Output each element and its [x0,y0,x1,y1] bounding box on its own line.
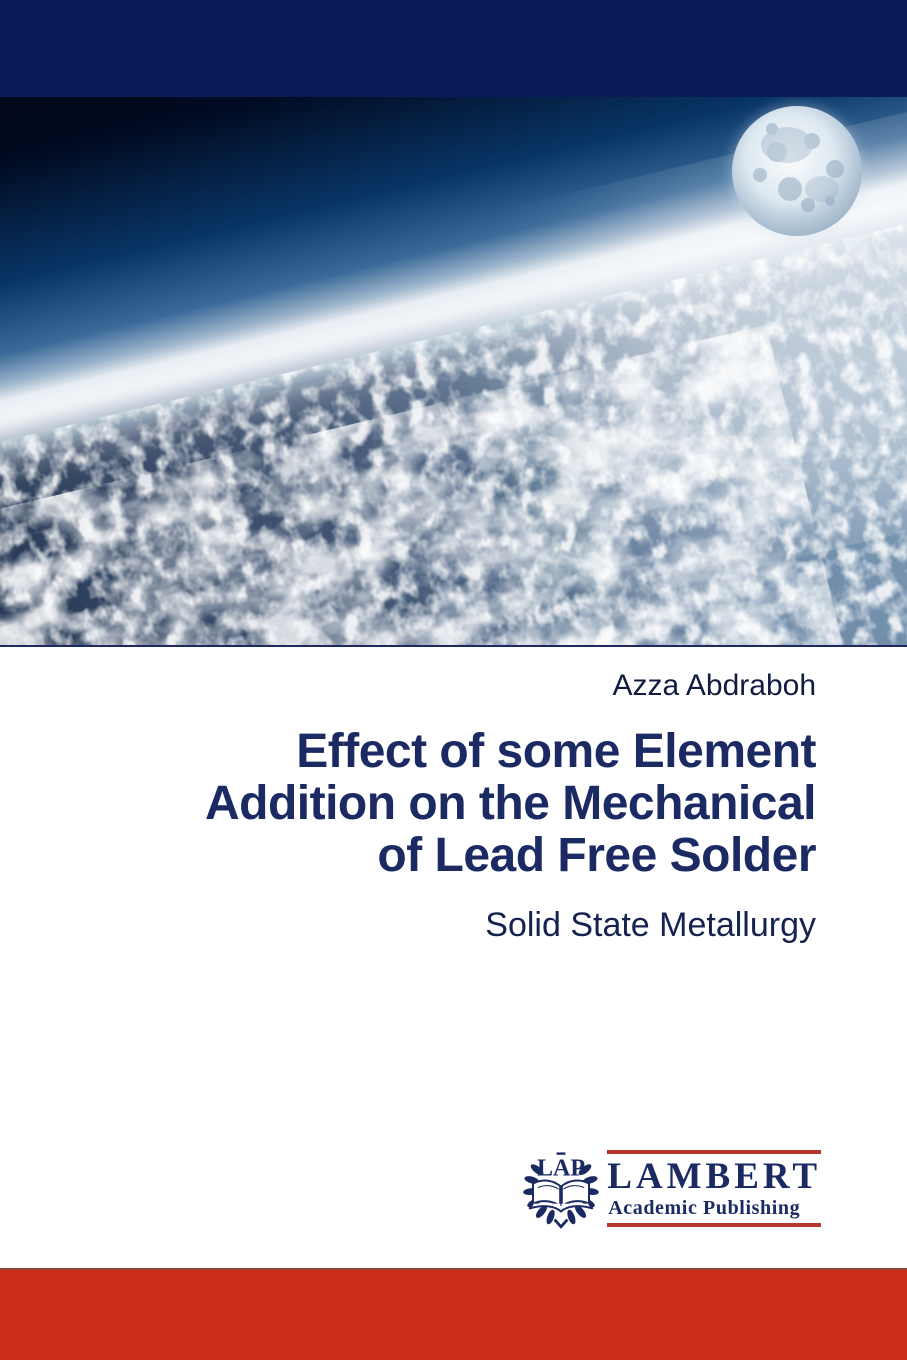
wreath-tie [555,1220,568,1227]
title-line-1: Effect of some Element [296,725,816,778]
bottom-bar [0,1268,907,1360]
top-bar [0,0,907,97]
earth-from-space-photo [0,97,907,647]
book-title [0,726,816,882]
book-subtitle: Solid State Metallurgy [485,906,816,944]
title-line-2: Addition on the Mechanical [204,777,816,830]
logo-rule-top [607,1150,821,1154]
moon [730,104,864,238]
publisher-wordmark [607,1150,821,1227]
macron-mark [557,1152,566,1154]
open-book-icon [530,1181,592,1212]
lap-emblem-text: LAP [537,1155,586,1182]
title-line-3: of Lead Free Solder [377,829,816,882]
lap-emblem-icon [521,1142,601,1234]
publisher-name: LAMBERT [607,1155,821,1197]
publisher-logo [521,1142,821,1234]
logo-rule-bottom [607,1223,821,1227]
author-name: Azza Abdraboh [612,669,816,702]
publisher-tagline: Academic Publishing [608,1196,801,1219]
